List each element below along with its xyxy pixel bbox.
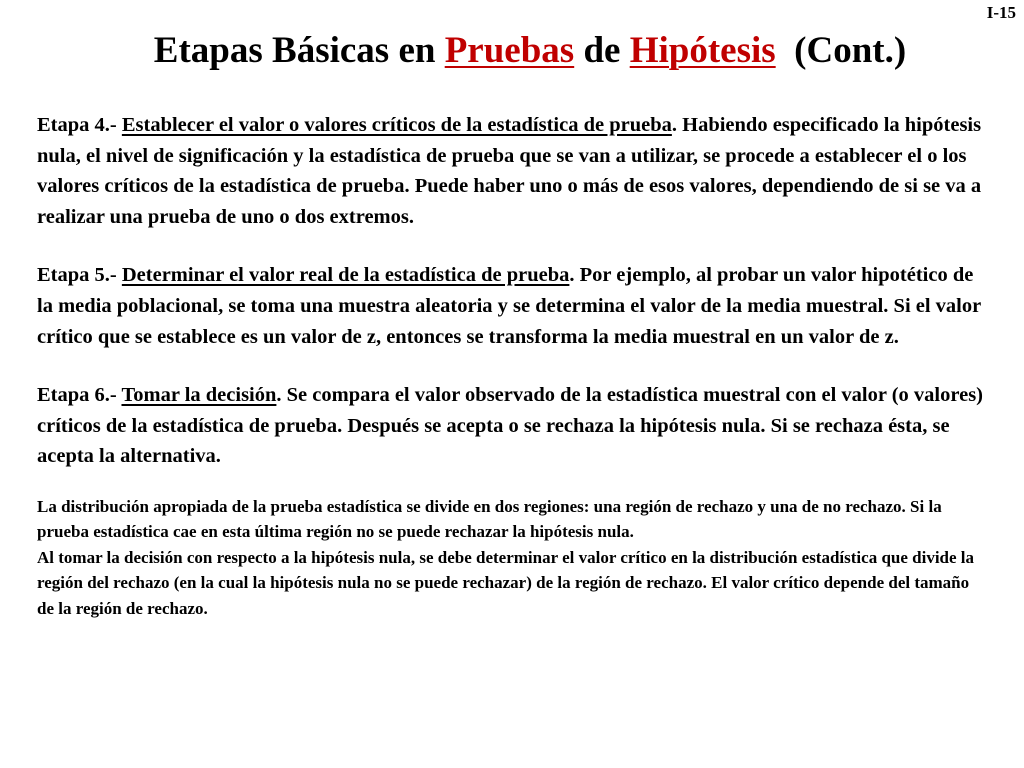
step-5-paragraph — [37, 260, 987, 352]
note-rejection-regions: La distribución apropiada de la prueba estadística se divide en dos regiones: una región de rechazo y una de no rechazo. Si la prueba estadística cae en esta última región no se puede rechazar la hipótesis nula. — [37, 496, 942, 542]
step-5-prefix: Etapa 5.- — [37, 264, 122, 287]
step-4-prefix: Etapa 4.- — [37, 114, 122, 136]
step-6-paragraph — [37, 380, 987, 472]
title-highlight-pruebas: Pruebas — [444, 30, 575, 71]
step-4-text: . Habiendo especificado la hipótesis nula, el nivel de significación y la estadística de prueba que se van a utilizar, se procede a establecer el o los valores críticos de la estadística de prueba. Puede haber uno o más de esos valores, dependiendo de si se va a realizar una prueba de uno o dos extremos. — [37, 114, 982, 228]
step-4-paragraph — [37, 110, 987, 232]
step-4-heading: Establecer el valor o valores críticos de la estadística de prueba — [121, 114, 672, 136]
title-highlight-hipotesis: Hipótesis — [629, 30, 776, 71]
title-part-2: de — [574, 30, 630, 71]
slide-number: I-15 — [986, 3, 1016, 22]
slide-title — [0, 28, 1024, 74]
title-part-1: Etapas Básicas en — [153, 30, 445, 71]
step-6-heading: Tomar la decisión — [121, 384, 277, 407]
step-5-heading: Determinar el valor real de la estadística de prueba — [121, 264, 570, 287]
step-5-text: . Por ejemplo, al probar un valor hipotético de la media poblacional, se toma una muestra aleatoria y se determina el valor de la media muestral. Si el valor crítico que se establece es un valor de z, entonces se transforma la media muestral en un valor de z. — [37, 264, 981, 348]
step-6-prefix: Etapa 6.- — [37, 384, 122, 407]
title-part-3: (Cont.) — [775, 30, 907, 71]
notes-block — [37, 494, 987, 622]
note-critical-value: Al tomar la decisión con respecto a la hipótesis nula, se debe determinar el valor crítico en la distribución estadística que divide la región del rechazo (en la cual la hipótesis nula no se puede rechazar) de la región de rechazo. El valor crítico depende del tamaño de la región de rechazo. — [37, 547, 975, 618]
step-6-text: . Se compara el valor observado de la estadística muestral con el valor (o valores) críticos de la estadística de prueba. Después se acepta o se rechaza la hipótesis nula. Si se rechaza ésta, se acepta la alternativa. — [37, 384, 983, 468]
slide-body — [37, 110, 987, 621]
